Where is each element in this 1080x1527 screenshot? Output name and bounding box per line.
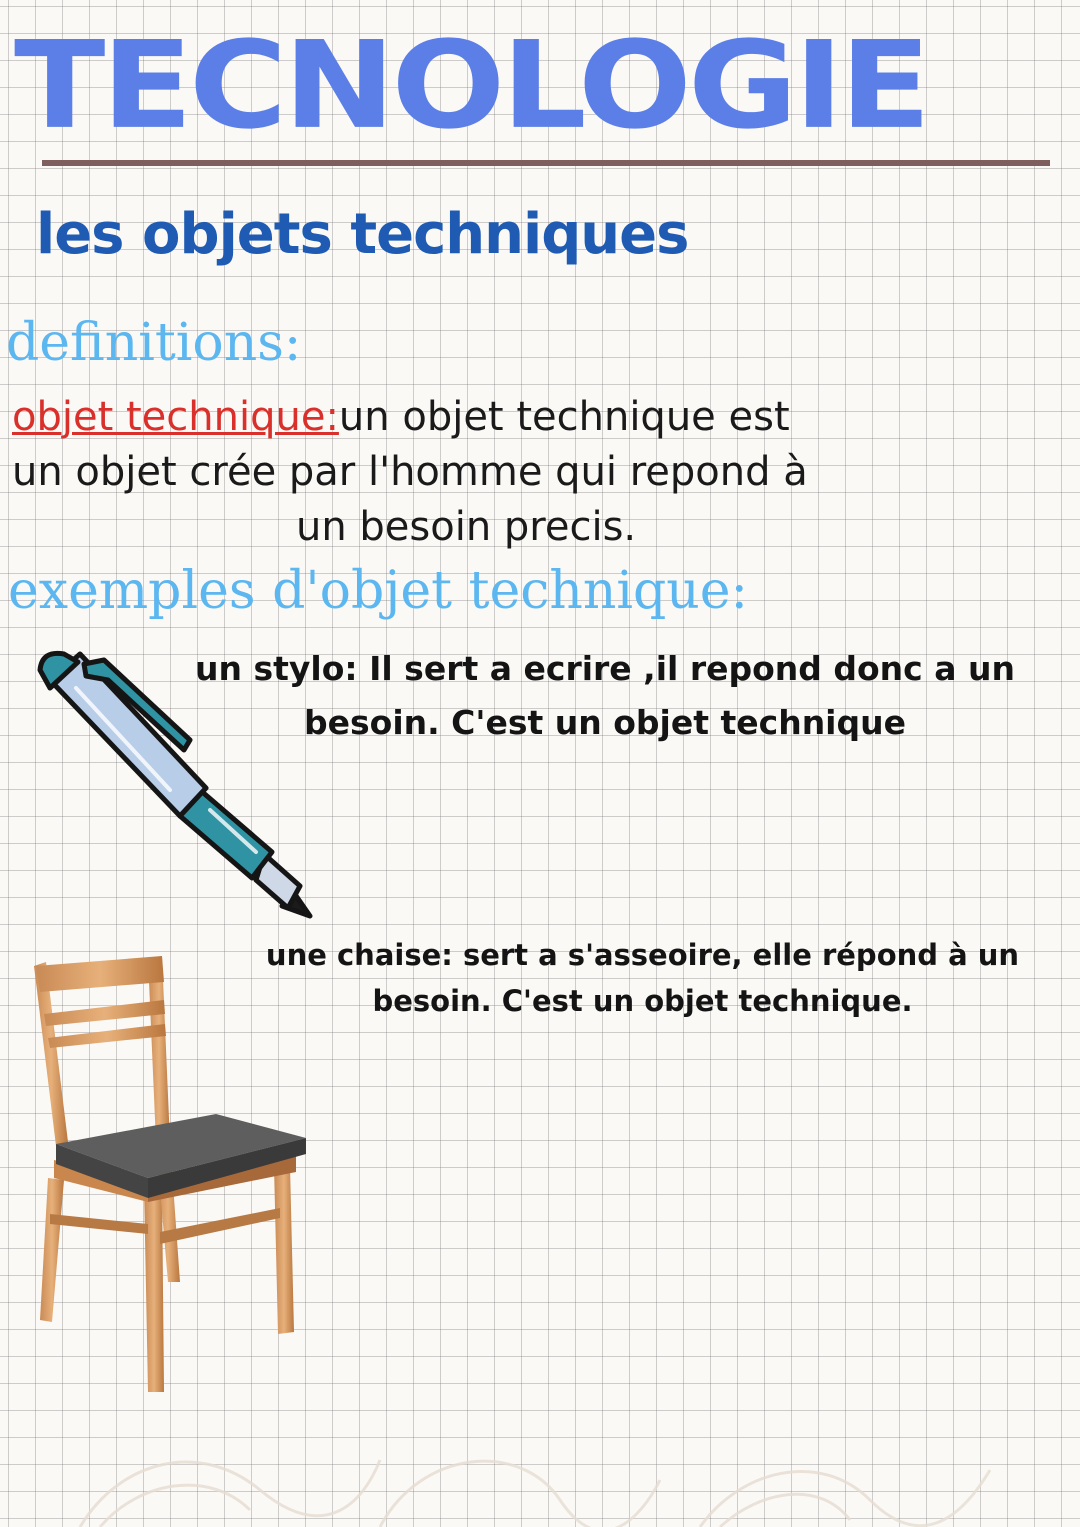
- example-chair-text: [250, 932, 1035, 1024]
- definition-line-2: un objet crée par l'homme qui repond à: [12, 449, 808, 495]
- definitions-heading: definitions:: [6, 313, 302, 373]
- definition-line-1: un objet technique est: [338, 394, 790, 440]
- definition-paragraph: [12, 390, 1012, 555]
- examples-heading: exemples d'objet technique:: [8, 561, 749, 621]
- example-chair-line-2: besoin. C'est un objet technique.: [372, 984, 913, 1018]
- definition-line-3: un besoin precis.: [296, 504, 637, 550]
- example-pen-line-2: besoin. C'est un objet technique: [304, 703, 906, 742]
- decorative-swirl-pattern: [0, 1400, 1080, 1527]
- example-chair-line-1: une chaise: sert a s'asseoire, elle répond à un: [265, 938, 1020, 972]
- page-title: TECNOLOGIE: [14, 15, 928, 156]
- definition-term: objet technique:: [12, 394, 339, 440]
- example-pen-line-1: un stylo: Il sert a ecrire ,il repond donc a un: [195, 649, 1015, 688]
- page-subtitle: les objets techniques: [36, 202, 689, 267]
- example-pen-text: [160, 642, 1050, 750]
- title-underline: [42, 160, 1050, 166]
